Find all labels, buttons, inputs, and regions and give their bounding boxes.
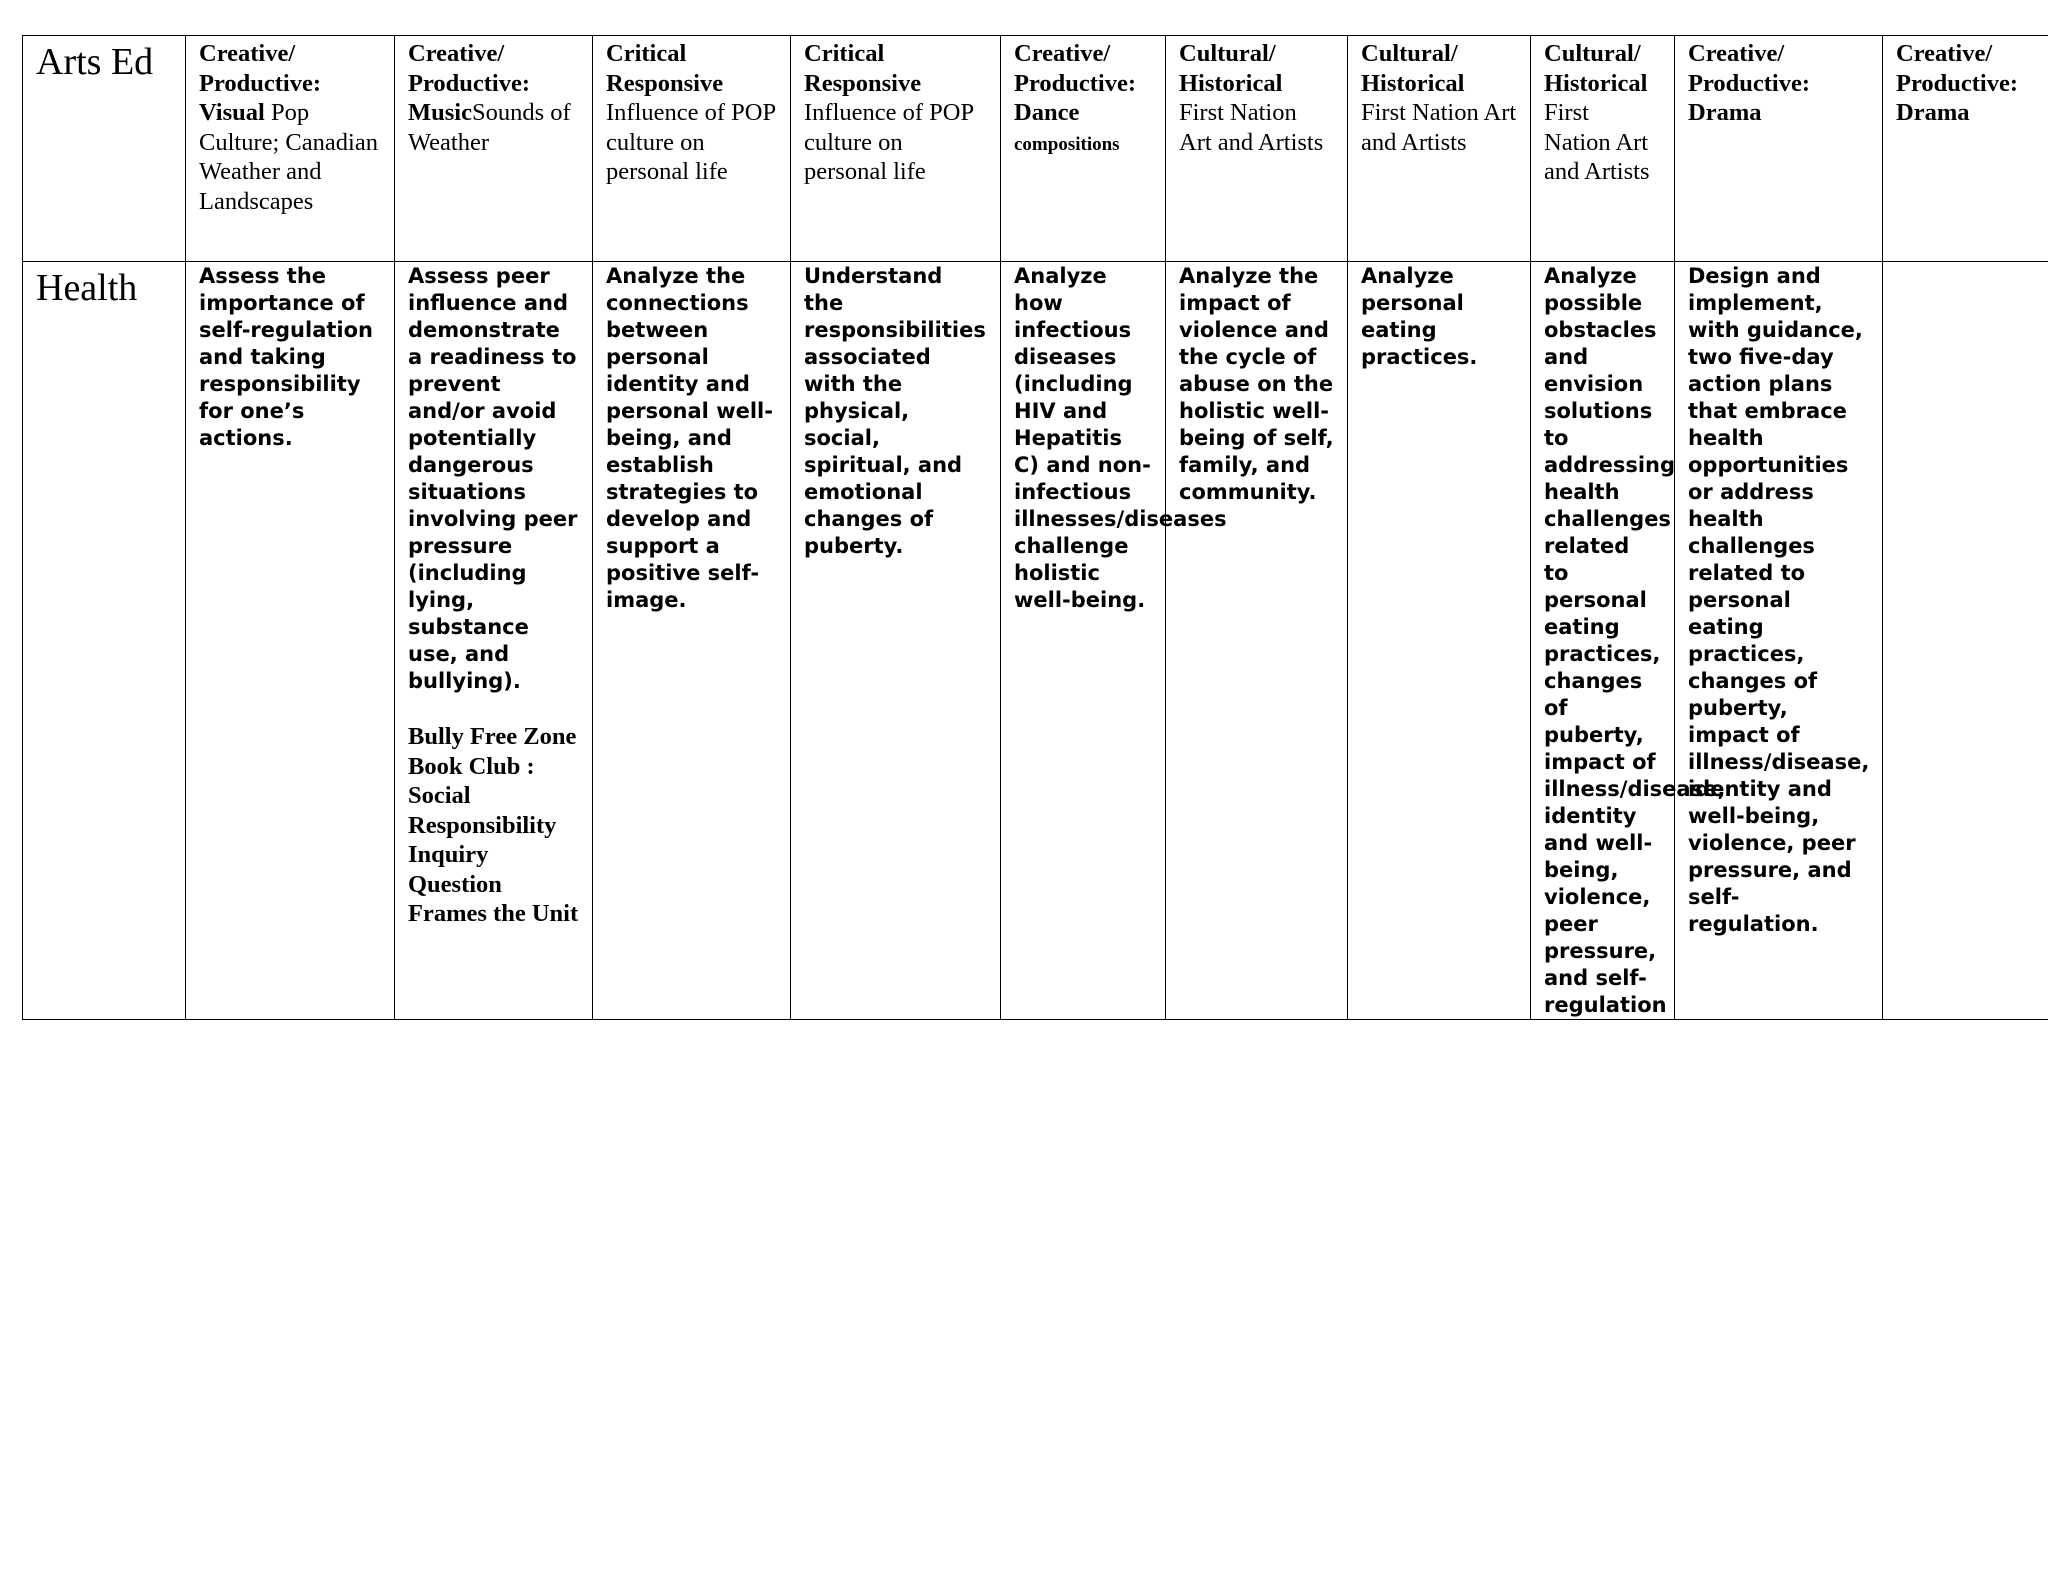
health-outcome: Analyze possible obstacles and envision solutions to addressing health challenges related to personal eating practices, changes of puberty, impact of illness/disease, identity and well-being, violence, peer pressure, and self-regulation bbox=[1544, 264, 1726, 1017]
strand: Productive: bbox=[1688, 69, 1811, 97]
arts-detail: Sounds of Weather bbox=[408, 99, 571, 156]
strand: Critical bbox=[606, 40, 687, 67]
art-form: Drama bbox=[1688, 99, 1762, 126]
health-row bbox=[23, 262, 2048, 1020]
arts-detail: compositions bbox=[1014, 133, 1120, 155]
strand: Historical bbox=[1361, 69, 1465, 97]
arts-cell-cultural-1 bbox=[1166, 36, 1348, 262]
strand: Cultural/ bbox=[1361, 40, 1458, 67]
row-label-arts-ed: Arts Ed bbox=[23, 36, 186, 262]
health-cell-8 bbox=[1531, 262, 1726, 1020]
health-cell-2 bbox=[395, 262, 593, 1020]
arts-detail: Pop Culture; Canadian Weather and Landscapes bbox=[199, 99, 378, 215]
strand: Historical bbox=[1179, 69, 1283, 97]
arts-ed-row bbox=[23, 36, 2048, 262]
strand: Productive: bbox=[1014, 69, 1137, 97]
strand: Creative/ bbox=[1014, 40, 1111, 67]
health-outcome: Design and implement, with guidance, two five-day action plans that embrace health opportunities or address health challenges related to personal eating practices, changes of puberty, impact of illness/disease, identity and well-being, violence, peer pressure, and self-regulation. bbox=[1688, 264, 1870, 936]
health-outcome: Assess peer influence and demonstrate a readiness to prevent and/or avoid potentially dangerous situations involving peer pressure (including lying, substance use, and bullying). bbox=[408, 264, 578, 693]
arts-cell-drama-2 bbox=[1883, 36, 2048, 262]
strand: Responsive bbox=[606, 69, 724, 97]
strand: Creative/ bbox=[408, 40, 505, 67]
health-outcome: Assess the importance of self-regulation and taking responsibility for one’s actions. bbox=[199, 264, 373, 450]
health-cell-9 bbox=[1675, 262, 1883, 1020]
arts-detail: First Nation Art and Artists bbox=[1544, 99, 1650, 185]
curriculum-table bbox=[22, 35, 2048, 1020]
art-form: Visual bbox=[199, 99, 265, 126]
health-outcome: Analyze how infectious diseases (including HIV and Hepatitis C) and non-infectious illnesses/diseases challenge holistic well-being. bbox=[1014, 264, 1227, 612]
arts-cell-critical-1 bbox=[593, 36, 791, 262]
arts-cell-cultural-2 bbox=[1348, 36, 1531, 262]
row-label-health: Health bbox=[23, 262, 186, 1020]
art-form: Drama bbox=[1896, 99, 1970, 126]
art-form: Music bbox=[408, 99, 472, 126]
unit-note: Bully Free Zone Book Club : Social Responsibility Inquiry Question Frames the Unit bbox=[408, 723, 579, 927]
arts-cell-cultural-3 bbox=[1531, 36, 1675, 262]
health-cell-6 bbox=[1166, 262, 1348, 1020]
strand: Cultural/ bbox=[1544, 40, 1641, 67]
arts-cell-critical-2 bbox=[791, 36, 1001, 262]
health-cell-5 bbox=[1001, 262, 1227, 1020]
arts-detail: First Nation Art and Artists bbox=[1179, 99, 1324, 156]
health-cell-4 bbox=[791, 262, 1001, 1020]
strand: Cultural/ bbox=[1179, 40, 1276, 67]
strand: Productive: bbox=[1896, 69, 2019, 97]
arts-detail: Influence of POP culture on personal life bbox=[606, 99, 776, 185]
arts-cell-music bbox=[395, 36, 593, 262]
strand: Creative/ bbox=[199, 40, 296, 67]
strand: Creative/ bbox=[1896, 40, 1993, 67]
health-cell-7 bbox=[1348, 262, 1531, 1020]
arts-cell-drama-1 bbox=[1675, 36, 1883, 262]
health-outcome: Analyze personal eating practices. bbox=[1361, 264, 1478, 369]
curriculum-table-wrapper bbox=[22, 35, 2048, 1020]
strand: Historical bbox=[1544, 69, 1648, 97]
strand: Productive: bbox=[199, 69, 322, 97]
health-outcome: Understand the responsibilities associated with the physical, social, spiritual, and emotional changes of puberty. bbox=[804, 264, 986, 558]
arts-cell-visual bbox=[186, 36, 395, 262]
strand: Creative/ bbox=[1688, 40, 1785, 67]
strand: Critical bbox=[804, 40, 885, 67]
health-outcome: Analyze the impact of violence and the cycle of abuse on the holistic well-being of self, family, and community. bbox=[1179, 264, 1334, 504]
arts-detail: First Nation Art and Artists bbox=[1361, 99, 1517, 156]
health-cell-3 bbox=[593, 262, 791, 1020]
health-cell-1 bbox=[186, 262, 395, 1020]
arts-detail: Influence of POP culture on personal life bbox=[804, 99, 974, 185]
strand: Responsive bbox=[804, 69, 922, 97]
health-cell-10 bbox=[1883, 262, 2048, 1020]
strand: Productive: bbox=[408, 69, 531, 97]
arts-cell-dance bbox=[1001, 36, 1166, 262]
health-outcome: Analyze the connections between personal identity and personal well-being, and establish strategies to develop and support a positive self-image. bbox=[606, 264, 773, 612]
art-form: Dance bbox=[1014, 99, 1080, 126]
spacer bbox=[408, 695, 579, 722]
